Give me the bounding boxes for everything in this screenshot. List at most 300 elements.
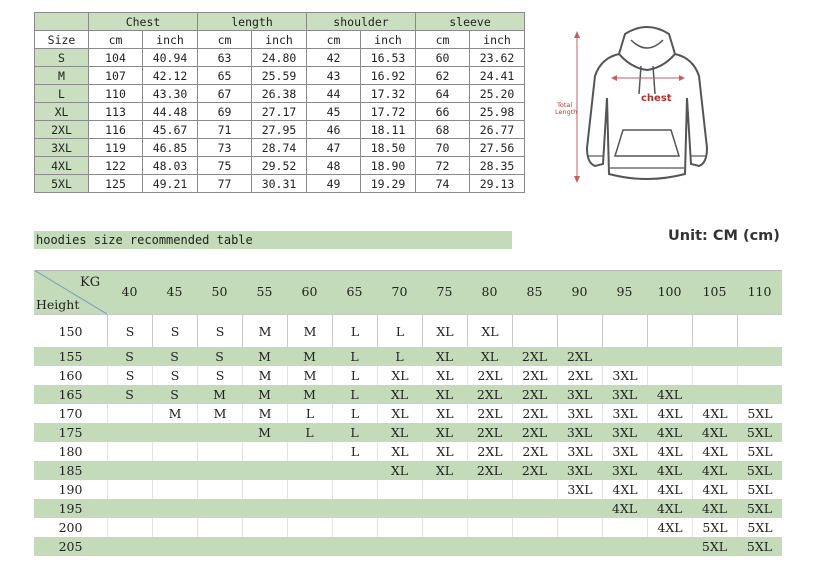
- height-cell: 185: [58, 463, 83, 478]
- recommended-size-cell: 5XL: [746, 463, 773, 478]
- recommended-size-cell: [107, 423, 152, 442]
- recommended-size-cell: 2XL: [521, 387, 548, 402]
- recommended-size-cell: 2XL: [521, 425, 548, 440]
- group-sleeve: sleeve: [416, 13, 525, 31]
- hoodie-diagram: [555, 18, 715, 188]
- height-cell: 200: [58, 520, 83, 535]
- recommended-size-cell: [512, 499, 557, 518]
- size-value-cell: 48.03: [143, 157, 198, 175]
- weight-header-cell: 50: [211, 284, 228, 299]
- size-row: [35, 139, 525, 157]
- size-value-cell: 23.62: [470, 49, 525, 67]
- length-arrow-head: [574, 31, 580, 38]
- recommended-size-cell: [692, 366, 737, 385]
- size-value-cell: 63: [198, 49, 252, 67]
- size-value-cell: 116: [89, 121, 143, 139]
- size-value-cell: 45.67: [143, 121, 198, 139]
- recommended-size-cell: S: [215, 349, 224, 364]
- size-value-cell: 48: [307, 157, 361, 175]
- recommended-size-cell: L: [332, 442, 377, 461]
- recommended-size-cell: [107, 461, 152, 480]
- recommended-size-cell: [692, 347, 737, 366]
- recommended-size-cell: [512, 314, 557, 347]
- size-label-cell: 4XL: [35, 157, 89, 175]
- recommended-size-cell: [377, 518, 422, 537]
- size-value-cell: 25.59: [252, 67, 307, 85]
- size-value-cell: 28.35: [470, 157, 525, 175]
- recommended-size-cell: 3XL: [611, 463, 638, 478]
- recommended-size-cell: [512, 480, 557, 499]
- weight-header-cell: 100: [657, 284, 682, 299]
- size-value-cell: 75: [198, 157, 252, 175]
- recommended-size-cell: XL: [390, 463, 409, 478]
- recommended-size-cell: 2XL: [476, 387, 503, 402]
- weight-header-cell: 80: [481, 284, 498, 299]
- recommended-size-cell: M: [152, 404, 197, 423]
- recommended-size-cell: [602, 314, 647, 347]
- recommended-size-cell: [107, 480, 152, 499]
- size-value-cell: 65: [198, 67, 252, 85]
- recommended-size-cell: L: [305, 425, 314, 440]
- size-value-cell: 16.92: [361, 67, 416, 85]
- weight-header-cell: 75: [436, 284, 453, 299]
- header-corner-cell: [34, 270, 107, 314]
- recommended-size-cell: XL: [377, 366, 422, 385]
- recommended-size-cell: [422, 499, 467, 518]
- recommended-size-cell: [242, 461, 287, 480]
- recommended-size-cell: M: [197, 404, 242, 423]
- recommended-size-cell: S: [107, 366, 152, 385]
- recommended-size-cell: 4XL: [647, 518, 692, 537]
- recommended-size-cell: 2XL: [512, 442, 557, 461]
- size-value-cell: 47: [307, 139, 361, 157]
- recommended-size-cell: 3XL: [557, 442, 602, 461]
- recommended-size-cell: S: [125, 387, 134, 402]
- recommended-size-cell: [332, 461, 377, 480]
- recommended-size-cell: 5XL: [737, 442, 782, 461]
- size-value-cell: 25.20: [470, 85, 525, 103]
- size-value-cell: 46: [307, 121, 361, 139]
- recommended-size-cell: 5XL: [692, 518, 737, 537]
- recommended-size-cell: [512, 518, 557, 537]
- recommended-size-cell: L: [332, 404, 377, 423]
- recommended-size-cell: [152, 518, 197, 537]
- recommendation-row: [34, 442, 782, 461]
- recommended-size-cell: [107, 404, 152, 423]
- recommended-size-cell: S: [197, 314, 242, 347]
- recommended-size-cell: 3XL: [566, 387, 593, 402]
- recommended-size-cell: XL: [377, 404, 422, 423]
- size-chart-table: [34, 12, 525, 193]
- recommendation-row: [34, 366, 782, 385]
- size-value-cell: 25.98: [470, 103, 525, 121]
- unit-header: cm: [89, 31, 143, 49]
- recommended-size-cell: 2XL: [566, 349, 593, 364]
- unit-header: inch: [252, 31, 307, 49]
- recommended-size-cell: [467, 537, 512, 556]
- size-value-cell: 26.38: [252, 85, 307, 103]
- recommended-size-cell: L: [350, 387, 359, 402]
- size-value-cell: 19.29: [361, 175, 416, 193]
- recommended-size-cell: [737, 385, 782, 404]
- recommended-size-cell: [287, 537, 332, 556]
- size-header: Size: [35, 31, 89, 49]
- recommended-size-cell: [197, 461, 242, 480]
- recommended-size-cell: [197, 423, 242, 442]
- recommended-size-cell: S: [107, 314, 152, 347]
- recommendation-row: [34, 404, 782, 423]
- group-chest: Chest: [89, 13, 198, 31]
- weight-header-cell: 65: [346, 284, 363, 299]
- size-value-cell: 26.77: [470, 121, 525, 139]
- group-length: length: [198, 13, 307, 31]
- recommended-size-cell: 3XL: [602, 366, 647, 385]
- recommended-size-cell: 4XL: [692, 404, 737, 423]
- recommended-size-cell: [152, 499, 197, 518]
- size-row: [35, 175, 525, 193]
- size-value-cell: 45: [307, 103, 361, 121]
- weight-header-cell: 90: [571, 284, 588, 299]
- size-value-cell: 27.56: [470, 139, 525, 157]
- recommended-size-cell: 4XL: [656, 501, 683, 516]
- size-value-cell: 64: [416, 85, 470, 103]
- recommended-size-cell: [287, 499, 332, 518]
- recommended-size-cell: M: [287, 314, 332, 347]
- recommended-size-cell: [287, 518, 332, 537]
- recommended-size-cell: [287, 461, 332, 480]
- recommended-size-cell: 2XL: [521, 463, 548, 478]
- recommended-size-cell: L: [350, 349, 359, 364]
- recommended-size-cell: 4XL: [701, 501, 728, 516]
- size-value-cell: 72: [416, 157, 470, 175]
- recommended-size-cell: [332, 499, 377, 518]
- recommendation-table: [34, 270, 782, 556]
- recommendation-row: [34, 461, 782, 480]
- size-value-cell: 110: [89, 85, 143, 103]
- recommended-size-cell: 2XL: [521, 349, 548, 364]
- size-value-cell: 46.85: [143, 139, 198, 157]
- unit-header: cm: [307, 31, 361, 49]
- recommended-size-cell: 3XL: [566, 425, 593, 440]
- recommended-size-cell: [737, 314, 782, 347]
- unit-label: Unit: CM (cm): [668, 228, 780, 244]
- recommended-size-cell: 5XL: [737, 480, 782, 499]
- size-value-cell: 18.11: [361, 121, 416, 139]
- size-row: [35, 85, 525, 103]
- weight-header-cell: 105: [702, 284, 727, 299]
- recommended-size-cell: 4XL: [647, 480, 692, 499]
- recommended-size-cell: M: [303, 387, 316, 402]
- unit-header: inch: [361, 31, 416, 49]
- recommended-size-cell: L: [350, 425, 359, 440]
- recommended-size-cell: [197, 480, 242, 499]
- size-value-cell: 104: [89, 49, 143, 67]
- recommended-size-cell: [422, 518, 467, 537]
- size-value-cell: 42: [307, 49, 361, 67]
- size-label-cell: 3XL: [35, 139, 89, 157]
- recommended-size-cell: 4XL: [692, 442, 737, 461]
- recommended-size-cell: [107, 518, 152, 537]
- recommended-size-cell: L: [332, 366, 377, 385]
- recommendation-row: [34, 480, 782, 499]
- weight-header-cell: 70: [391, 284, 408, 299]
- size-value-cell: 40.94: [143, 49, 198, 67]
- recommended-size-cell: M: [213, 387, 226, 402]
- recommended-size-cell: M: [303, 349, 316, 364]
- weight-header-cell: 55: [256, 284, 273, 299]
- recommended-size-cell: [107, 499, 152, 518]
- recommended-size-cell: 5XL: [737, 518, 782, 537]
- chest-label: chest: [641, 93, 672, 104]
- weight-header-cell: 95: [616, 284, 633, 299]
- size-value-cell: 67: [198, 85, 252, 103]
- recommended-size-cell: 5XL: [746, 425, 773, 440]
- size-row: [35, 49, 525, 67]
- weight-header-cell: 45: [166, 284, 183, 299]
- recommended-size-cell: M: [258, 349, 271, 364]
- recommended-size-cell: 2XL: [557, 366, 602, 385]
- size-row: [35, 121, 525, 139]
- recommended-size-cell: 3XL: [602, 404, 647, 423]
- size-value-cell: 17.32: [361, 85, 416, 103]
- recommended-size-cell: 4XL: [701, 425, 728, 440]
- recommended-size-cell: XL: [435, 349, 454, 364]
- size-value-cell: 70: [416, 139, 470, 157]
- recommended-size-cell: [152, 442, 197, 461]
- recommended-size-cell: M: [242, 314, 287, 347]
- size-value-cell: 44.48: [143, 103, 198, 121]
- recommended-size-cell: 2XL: [476, 463, 503, 478]
- recommended-size-cell: 3XL: [602, 442, 647, 461]
- recommended-size-cell: 4XL: [656, 425, 683, 440]
- height-cell: 190: [58, 482, 83, 497]
- recommendation-row: [34, 518, 782, 537]
- recommended-size-cell: [287, 442, 332, 461]
- recommendation-header-row: [34, 270, 782, 314]
- recommendation-row: [34, 537, 782, 556]
- recommendation-row: [34, 499, 782, 518]
- size-value-cell: 68: [416, 121, 470, 139]
- recommended-size-cell: [107, 537, 152, 556]
- recommended-size-cell: 4XL: [647, 442, 692, 461]
- recommended-size-cell: XL: [377, 442, 422, 461]
- weight-header-cell: 110: [747, 284, 772, 299]
- recommended-size-cell: M: [258, 425, 271, 440]
- recommended-size-cell: [197, 499, 242, 518]
- recommended-size-cell: 3XL: [611, 387, 638, 402]
- divider-line: [34, 270, 782, 271]
- size-label-cell: 2XL: [35, 121, 89, 139]
- recommended-size-cell: [737, 366, 782, 385]
- size-value-cell: 60: [416, 49, 470, 67]
- recommended-size-cell: [467, 518, 512, 537]
- weight-header-cell: 40: [121, 284, 138, 299]
- size-value-cell: 62: [416, 67, 470, 85]
- recommendation-body: [34, 314, 782, 556]
- recommended-size-cell: XL: [422, 442, 467, 461]
- size-value-cell: 49.21: [143, 175, 198, 193]
- size-value-cell: 69: [198, 103, 252, 121]
- recommended-size-cell: [557, 537, 602, 556]
- recommend-table-caption: hoodies size recommended table: [34, 231, 512, 249]
- recommended-size-cell: S: [152, 314, 197, 347]
- recommended-size-cell: L: [332, 314, 377, 347]
- size-value-cell: 30.31: [252, 175, 307, 193]
- size-value-cell: 122: [89, 157, 143, 175]
- recommended-size-cell: [692, 314, 737, 347]
- recommended-size-cell: [467, 499, 512, 518]
- weight-header-cell: 60: [301, 284, 318, 299]
- height-cell: 165: [58, 387, 83, 402]
- recommended-size-cell: [242, 480, 287, 499]
- recommended-size-cell: M: [242, 366, 287, 385]
- recommended-size-cell: 4XL: [656, 387, 683, 402]
- kg-label: KG: [80, 275, 101, 290]
- recommended-size-cell: [647, 347, 692, 366]
- size-value-cell: 66: [416, 103, 470, 121]
- size-row: [35, 157, 525, 175]
- recommended-size-cell: XL: [435, 463, 454, 478]
- recommendation-row: [34, 314, 782, 347]
- size-value-cell: 119: [89, 139, 143, 157]
- recommendation-row: [34, 385, 782, 404]
- recommended-size-cell: [647, 314, 692, 347]
- recommended-size-cell: [557, 314, 602, 347]
- recommended-size-cell: [242, 442, 287, 461]
- recommended-size-cell: 3XL: [566, 463, 593, 478]
- size-value-cell: 27.95: [252, 121, 307, 139]
- size-value-cell: 24.80: [252, 49, 307, 67]
- recommended-size-cell: [152, 423, 197, 442]
- recommended-size-cell: 4XL: [656, 463, 683, 478]
- size-value-cell: 29.13: [470, 175, 525, 193]
- recommended-size-cell: 2XL: [467, 404, 512, 423]
- recommended-size-cell: XL: [422, 366, 467, 385]
- hoodie-body-outline: [587, 54, 707, 179]
- recommended-size-cell: [332, 518, 377, 537]
- recommended-size-cell: [557, 518, 602, 537]
- recommended-size-cell: L: [395, 349, 404, 364]
- recommended-size-cell: 5XL: [746, 501, 773, 516]
- recommended-size-cell: [422, 537, 467, 556]
- size-value-cell: 42.12: [143, 67, 198, 85]
- recommended-size-cell: XL: [390, 387, 409, 402]
- unit-header: cm: [198, 31, 252, 49]
- recommended-size-cell: 2XL: [512, 366, 557, 385]
- recommended-size-cell: [377, 480, 422, 499]
- recommended-size-cell: S: [170, 349, 179, 364]
- recommended-size-cell: [737, 347, 782, 366]
- size-value-cell: 125: [89, 175, 143, 193]
- recommended-size-cell: S: [152, 366, 197, 385]
- recommended-size-cell: S: [197, 366, 242, 385]
- recommended-size-cell: 4XL: [692, 480, 737, 499]
- size-value-cell: 74: [416, 175, 470, 193]
- unit-header: inch: [470, 31, 525, 49]
- size-value-cell: 17.72: [361, 103, 416, 121]
- recommended-size-cell: XL: [390, 425, 409, 440]
- size-value-cell: 29.52: [252, 157, 307, 175]
- recommended-size-cell: [107, 442, 152, 461]
- recommended-size-cell: [332, 480, 377, 499]
- recommended-size-cell: 5XL: [701, 539, 728, 554]
- recommended-size-cell: XL: [435, 425, 454, 440]
- recommended-size-cell: L: [377, 314, 422, 347]
- recommended-size-cell: [242, 518, 287, 537]
- recommended-size-cell: [467, 480, 512, 499]
- size-row: [35, 103, 525, 121]
- recommended-size-cell: 4XL: [647, 404, 692, 423]
- size-label-cell: L: [35, 85, 89, 103]
- size-value-cell: 18.90: [361, 157, 416, 175]
- size-value-cell: 107: [89, 67, 143, 85]
- unit-header: inch: [143, 31, 198, 49]
- recommended-size-cell: [332, 537, 377, 556]
- recommended-size-cell: [557, 499, 602, 518]
- recommended-size-cell: 2XL: [467, 442, 512, 461]
- recommended-size-cell: 5XL: [737, 404, 782, 423]
- height-cell: 180: [58, 444, 83, 459]
- recommended-size-cell: [602, 347, 647, 366]
- recommended-size-cell: [287, 480, 332, 499]
- height-cell: 175: [58, 425, 83, 440]
- size-value-cell: 24.41: [470, 67, 525, 85]
- size-value-cell: 43.30: [143, 85, 198, 103]
- recommended-size-cell: [647, 366, 692, 385]
- recommended-size-cell: XL: [422, 314, 467, 347]
- recommended-size-cell: 3XL: [557, 480, 602, 499]
- recommendation-row: [34, 423, 782, 442]
- unit-header: cm: [416, 31, 470, 49]
- recommended-size-cell: M: [242, 404, 287, 423]
- recommended-size-cell: 5XL: [746, 539, 773, 554]
- recommended-size-cell: [512, 537, 557, 556]
- recommended-size-cell: [422, 480, 467, 499]
- recommended-size-cell: [197, 518, 242, 537]
- recommended-size-cell: 4XL: [701, 463, 728, 478]
- size-label-cell: M: [35, 67, 89, 85]
- recommended-size-cell: [377, 537, 422, 556]
- recommended-size-cell: 2XL: [512, 404, 557, 423]
- recommended-size-cell: [242, 499, 287, 518]
- recommended-size-cell: [692, 385, 737, 404]
- group-shoulder: shoulder: [307, 13, 416, 31]
- size-label-cell: XL: [35, 103, 89, 121]
- recommended-size-cell: [197, 537, 242, 556]
- recommended-size-cell: M: [258, 387, 271, 402]
- height-label: Height: [36, 297, 80, 312]
- recommended-size-cell: XL: [422, 404, 467, 423]
- recommended-size-cell: 3XL: [611, 425, 638, 440]
- height-cell: 150: [34, 314, 107, 347]
- recommended-size-cell: [377, 499, 422, 518]
- recommendation-row: [34, 347, 782, 366]
- height-cell: 195: [58, 501, 83, 516]
- length-label: Total: [557, 101, 573, 109]
- recommended-size-cell: S: [125, 349, 134, 364]
- recommended-size-cell: 4XL: [602, 480, 647, 499]
- recommended-size-cell: [242, 537, 287, 556]
- recommended-size-cell: 2XL: [476, 425, 503, 440]
- size-chart-body: [35, 49, 525, 193]
- recommended-size-cell: [152, 537, 197, 556]
- length-label: Length: [555, 108, 578, 116]
- size-value-cell: 44: [307, 85, 361, 103]
- recommended-size-cell: [647, 537, 692, 556]
- size-value-cell: 27.17: [252, 103, 307, 121]
- length-arrow-head: [574, 176, 580, 183]
- size-value-cell: 113: [89, 103, 143, 121]
